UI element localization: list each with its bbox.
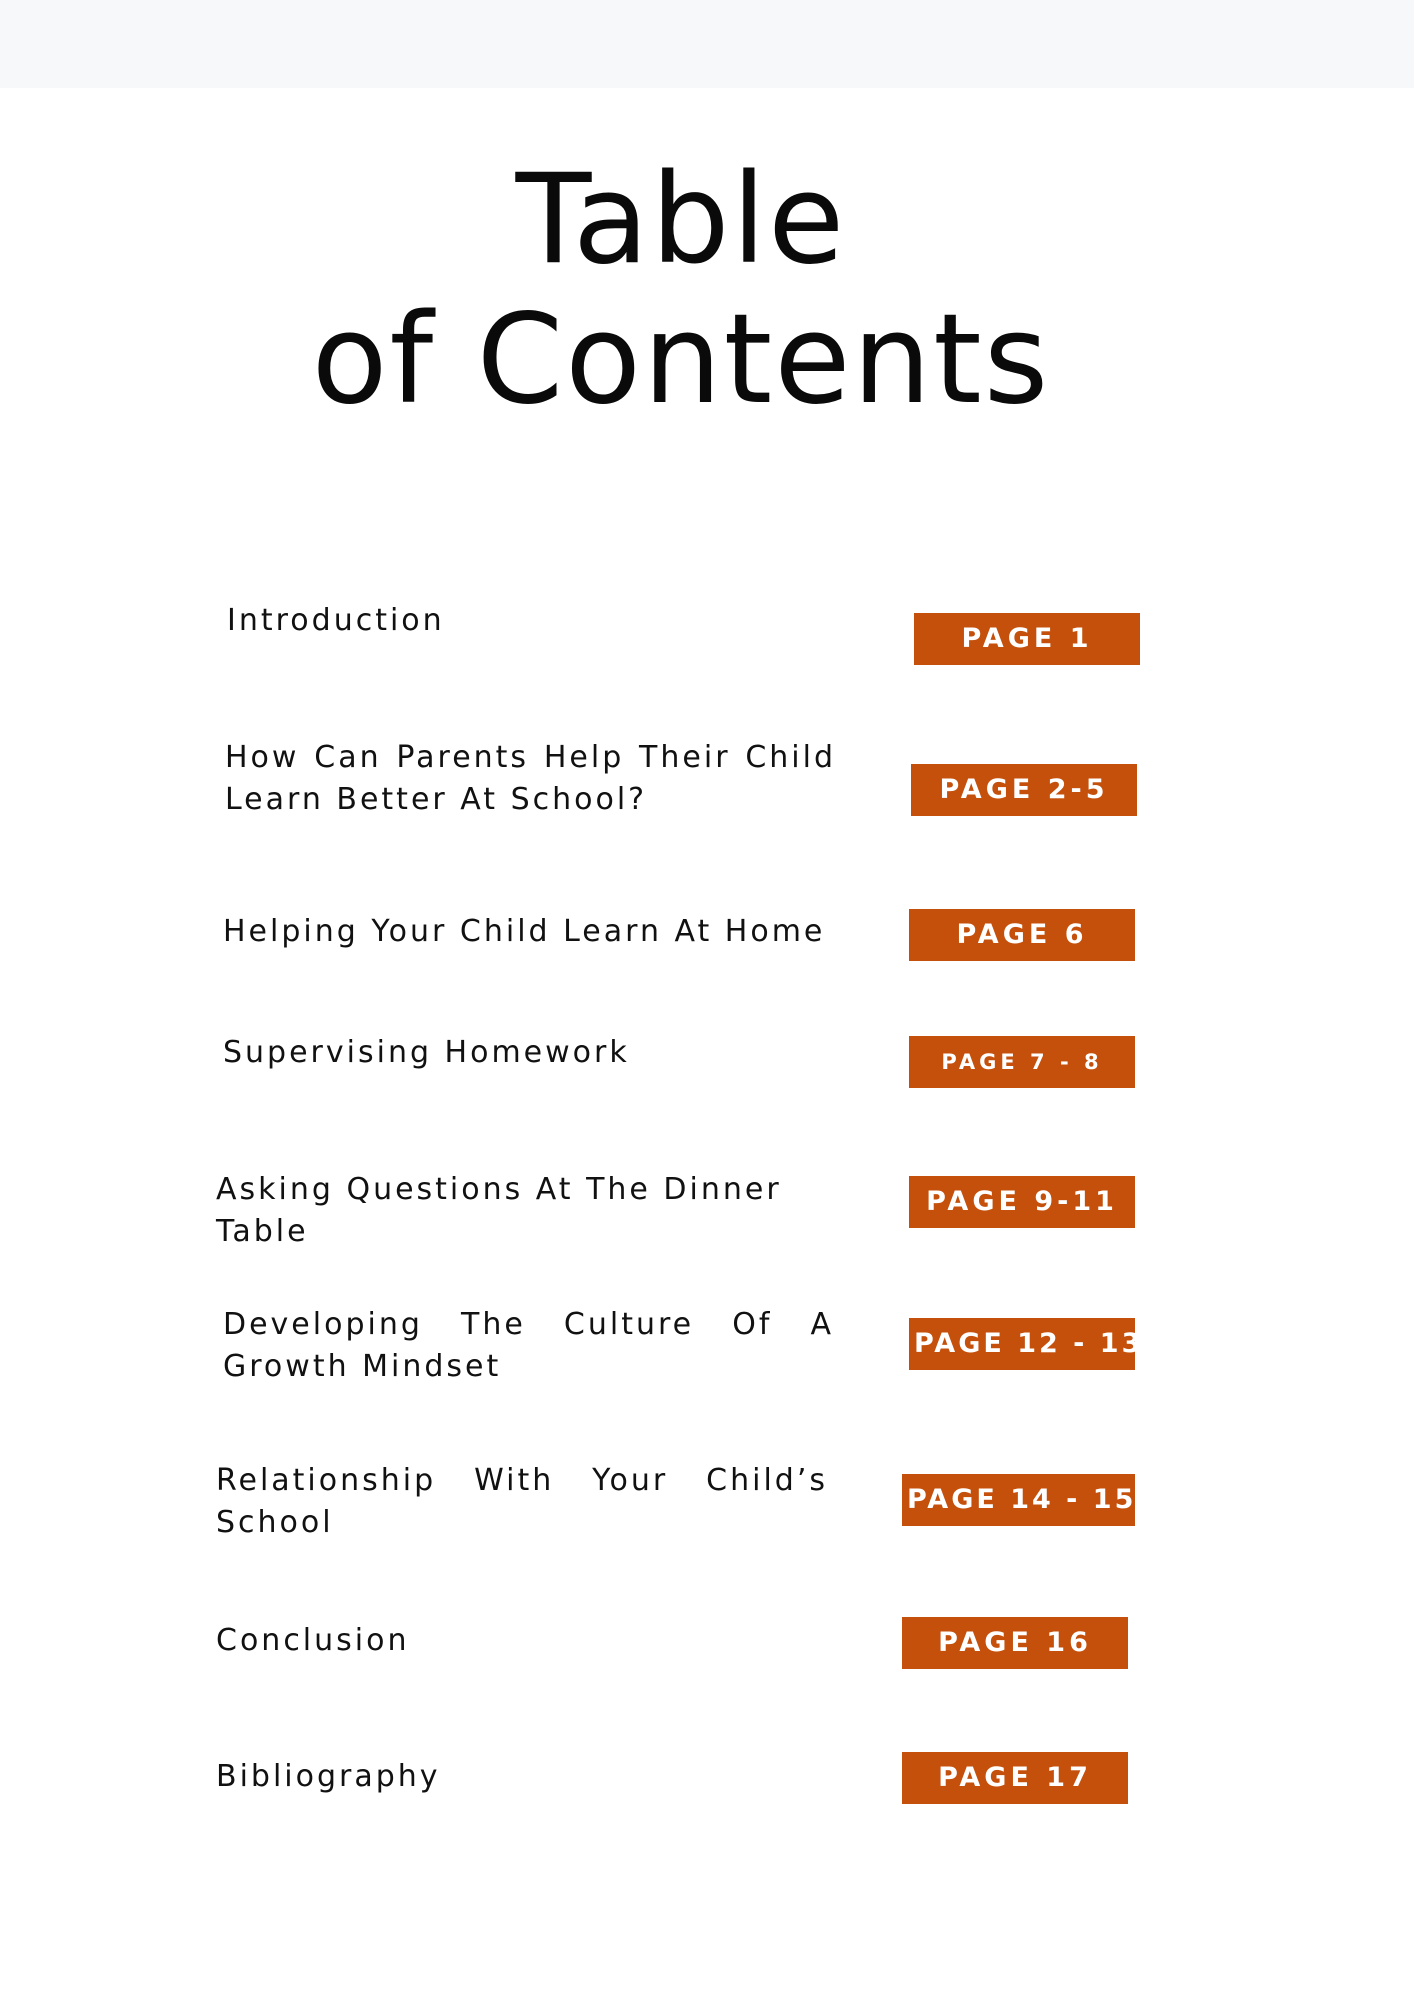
page-badge-dinner-table: PAGE 9-11 xyxy=(909,1176,1135,1228)
toc-entry-bibliography[interactable]: Bibliography xyxy=(216,1759,441,1794)
page-badge-childs-school: PAGE 14 - 15 xyxy=(902,1474,1135,1526)
toc-entry-introduction[interactable]: Introduction xyxy=(227,603,445,638)
toc-entry-dinner-table[interactable]: Asking Questions At The Dinner Table xyxy=(216,1172,782,1249)
page-badge-parents-help: PAGE 2-5 xyxy=(911,764,1137,816)
toc-entry-parents-help[interactable]: How Can Parents Help Their Child Learn Better At School? xyxy=(225,740,836,817)
page-badge-conclusion: PAGE 16 xyxy=(902,1617,1128,1669)
page-badge-bibliography: PAGE 17 xyxy=(902,1752,1128,1804)
page-badge-growth-mindset: PAGE 12 - 13 xyxy=(909,1318,1135,1370)
page-title-line-1: Table xyxy=(515,148,847,292)
toc-entry-childs-school[interactable]: Relationship With Your Child’s School xyxy=(216,1463,828,1540)
toc-entry-conclusion[interactable]: Conclusion xyxy=(216,1623,410,1658)
page-badge-learn-at-home: PAGE 6 xyxy=(909,909,1135,961)
top-band xyxy=(0,0,1414,88)
page-badge-introduction: PAGE 1 xyxy=(914,613,1140,665)
page-title-line-2: of Contents xyxy=(311,288,1051,432)
toc-entry-learn-at-home[interactable]: Helping Your Child Learn At Home xyxy=(223,914,826,949)
toc-entry-supervising-homework[interactable]: Supervising Homework xyxy=(223,1035,630,1070)
toc-entry-growth-mindset[interactable]: Developing The Culture Of A Growth Mindset xyxy=(223,1307,834,1384)
page-badge-supervising-homework: PAGE 7 - 8 xyxy=(909,1036,1135,1088)
